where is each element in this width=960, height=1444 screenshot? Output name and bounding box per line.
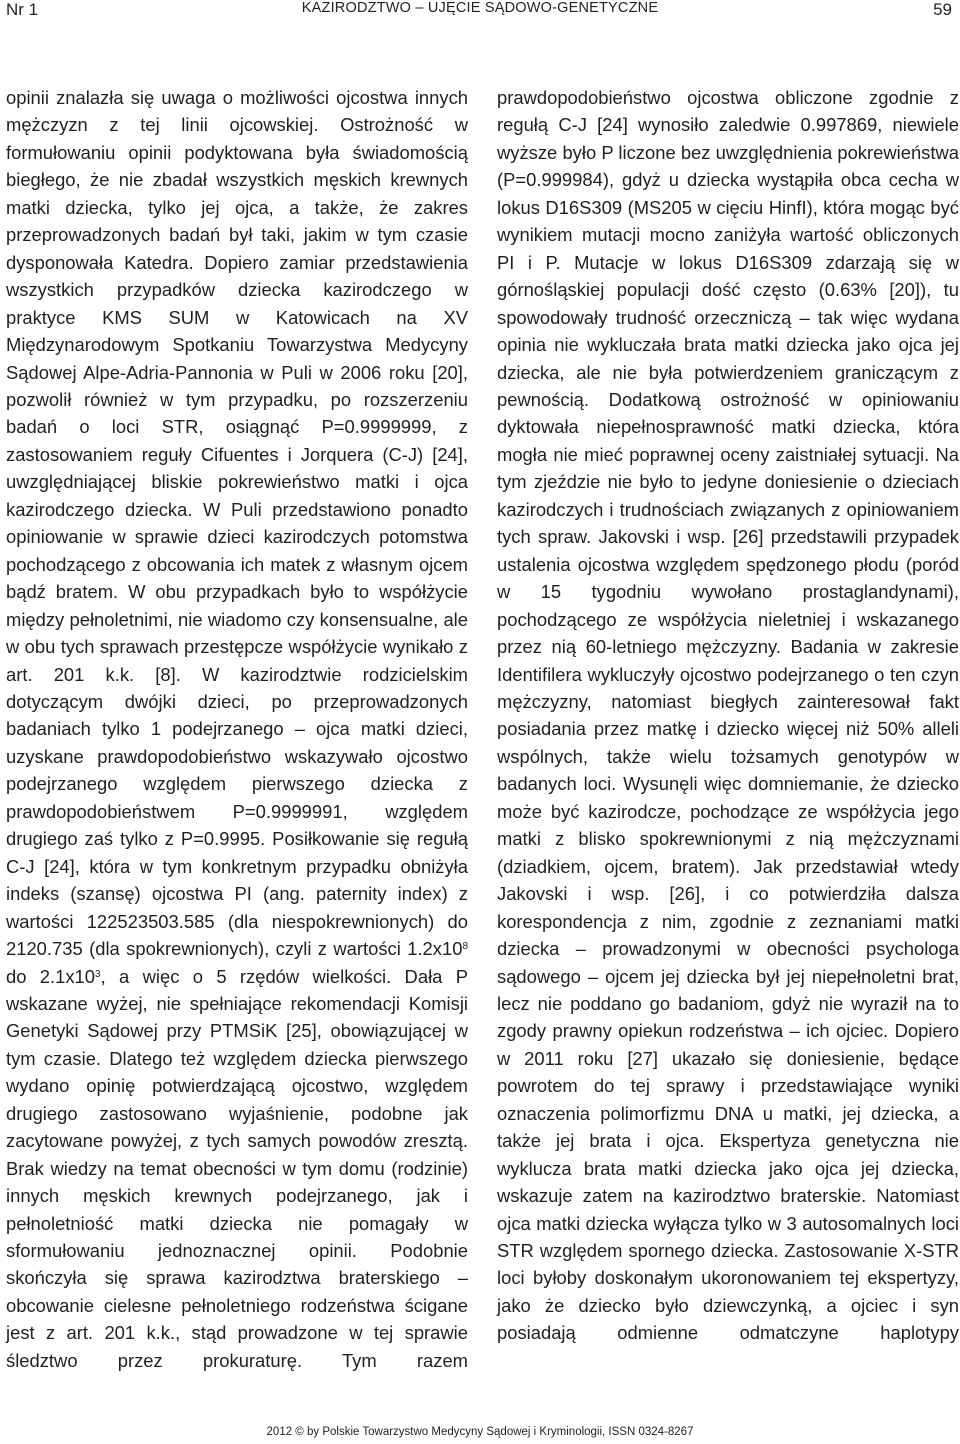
page-header [0,0,960,40]
left-text-part3: , a więc o 5 rzędów wielkości. Dała P wskazane wyżej, nie spełniające rekomendacji Komisji Genetyki Sądowej przy PTMSiK [25], obowiązującej w tym czasie. Dlatego też względem dziecka pierwszego wydano opinię potwierdzającą ojcostwo, względem drugiego zastosowano wyjaśnienie, podobne jak zacytowane powyżej, z tych samych powodów zresztą. Brak wiedzy na temat obecności w tym domu (rodzinie) innych męskich krewnych podejrzanego, jak i pełnoletniość matki dziecka nie pomagały w sformułowaniu jednoznacznej opinii. Podobnie skończyła się sprawa kazirodztwa braterskiego – obcowanie cielesne pełnoletniego rodzeństwa ścigane jest z art. 201 k.k., stąd prowadzone w tej sprawie śledztwo przez prokuraturę. Tym razem [6,965,468,1371]
left-text-part2: do 2.1x10 [6,965,96,987]
left-column [6,84,468,1402]
running-title: KAZIRODZTWO – UJĘCIE SĄDOWO-GENETYCZNE [301,0,659,16]
page-number: 59 [933,0,952,19]
left-text-part1: opinii znalazła się uwaga o możliwości ojcostwa innych mężczyzn z tej linii ojcowskiej. Ostrożność w formułowaniu opinii podyktowana była świadomością biegłego, że nie zbadał wszystkich męskich krewnych matki dziecka, tylko jej ojca, a także, że zakres przeprowadzonych badań był taki, jakim w tym czasie dysponowała Katedra. Dopiero zamiar przedstawienia wszystkich przypadków dziecka kazirodczego w praktyce KMS SUM w Katowicach na XV Międzynarodowym Spotkaniu Towarzystwa Medycyny Sądowej Alpe-Adria-Pannonia w Puli w 2006 roku [20], pozwolił również w tym przypadku, po rozszerzeniu badań o loci STR, osiągnąć P=0.9999999, z zastosowaniem reguły Cifuentes i Jorquera (C-J) [24], uwzględniającej bliskie pokrewieństwo matki i ojca kazirodczego dziecka. W Puli przedstawiono ponadto opiniowanie w sprawie dzieci kazirodczych potomstwa pochodzącego z obcowania ich matek z własnym ojcem bądź bratem. W obu przypadkach było to współżycie między pełnoletnimi, nie wiadomo czy konsensualne, ale w obu tych sprawach przestępcze współżycie wynikało z art. 201 k.k. [8]. W kazirodztwie rodzicielskim dotyczącym dwójki dzieci, po przeprowadzonych badaniach tylko 1 podejrzanego – ojca matki dzieci, uzyskane prawdopodobieństwo wskazywało ojcostwo podejrzanego względem pierwszego dziecka z prawdopodobieństwem P=0.9999991, względem drugiego zaś tylko z P=0.9995. Posiłkowanie się regułą C-J [24], która w tym konkretnym przypadku obniżyła indeks (szansę) ojcostwa PI (ang. paternity index) z wartości 122523503.585 (dla niespokrewnionych) do 2120.735 (dla spokrewnionych), czyli z wartości 1.2x10 [6,87,468,960]
superscript-exponent-1: 8 [462,941,468,953]
superscript-exponent-2: 3 [95,968,101,980]
right-column-text: prawdopodobieństwo ojcostwa obliczone zgodnie z regułą C-J [24] wynosiło zaledwie 0.997869, niewiele wyższe było P liczone bez uwzględnienia pokrewieństwa (P=0.999984), gdyż u dziecka wystąpiła obca cecha w lokus D16S309 (MS205 w cięciu HinfI), która mogąc być wynikiem mutacji mocno zaniżyła wartość obliczonych PI i P. Mutacje w lokus D16S309 zdarzają się w górnośląskiej populacji dość często (0.63% [20]), tu spowodowały trudność orzeczniczą – tak więc wydana opinia nie wykluczała brata matki dziecka jako ojca jej dziecka, ale nie była potwierdzeniem graniczącym z pewnością. Dodatkową ostrożność w opiniowaniu dyktowała niepełnosprawność matki dziecka, która mogła nie mieć poprawnej oceny zaistniałej sytuacji. Na tym zjeździe nie było to jedyne doniesienie o dzieciach kazirodczych i trudnościach związanych z opiniowaniem tych spraw. Jakovski i wsp. [26] przedstawili przypadek ustalenia ojcostwa względem spędzonego płodu (poród w 15 tygodniu wywołano prostaglandynami), pochodzącego ze współżycia nieletniej i wskazanego przez nią 60-letniego mężczyzny. Badania w zakresie Identifilera wykluczyły ojcostwo podejrzanego o ten czyn mężczyzny, natomiast biegłych zainteresował fakt posiadania przez matkę i dziecko więcej niż 50% alleli wspólnych, także wielu tożsamych genotypów w badanych loci. Wysunęli więc domniemanie, że dziecko może być kazirodcze, pochodzące ze współżycia jego matki z blisko spokrewnionymi z nią mężczyznami (dziadkiem, ojcem, bratem). Jak przedstawiał wtedy Jakovski i wsp. [26], i co potwierdziła dalsza korespondencja z nim, zgodnie z zeznaniami matki dziecka – prowadzonymi w obecności psychologa sądowego – ojcem jej dziecka był jej niepełnoletni brat, lecz nie poddano go badaniom, gdyż nie wyraził na to zgody prawny opiekun rodzeństwa – ich ojciec. Dopiero w 2011 roku [27] ukazało się doniesienie, będące powrotem do tej sprawy i przedstawiające wyniki oznaczenia polimorfizmu DNA u matki, jej dziecka, a także jej brata i ojca. Ekspertyza genetyczna nie wyklucza brata matki dziecka jako ojca jej dziecka, wskazuje zatem na kazirodztwo braterskie. Natomiast ojca matki dziecka wyłącza tylko w 3 autosomalnych loci STR względem spornego dziecka. Zastosowanie X-STR loci byłoby doskonałym ukoronowaniem tej ekspertyzy, jako że dziecko było dziewczynką, a ojciec i syn posiadają odmienne odmatczyne haplotypy [497,87,959,1344]
right-column [497,84,959,1374]
left-column-text [6,84,468,1402]
page-footer: 2012 © by Polskie Towarzystwo Medycyny Sądowej i Kryminologii, ISSN 0324-8267 [266,1426,694,1438]
issue-number: Nr 1 [6,0,39,19]
